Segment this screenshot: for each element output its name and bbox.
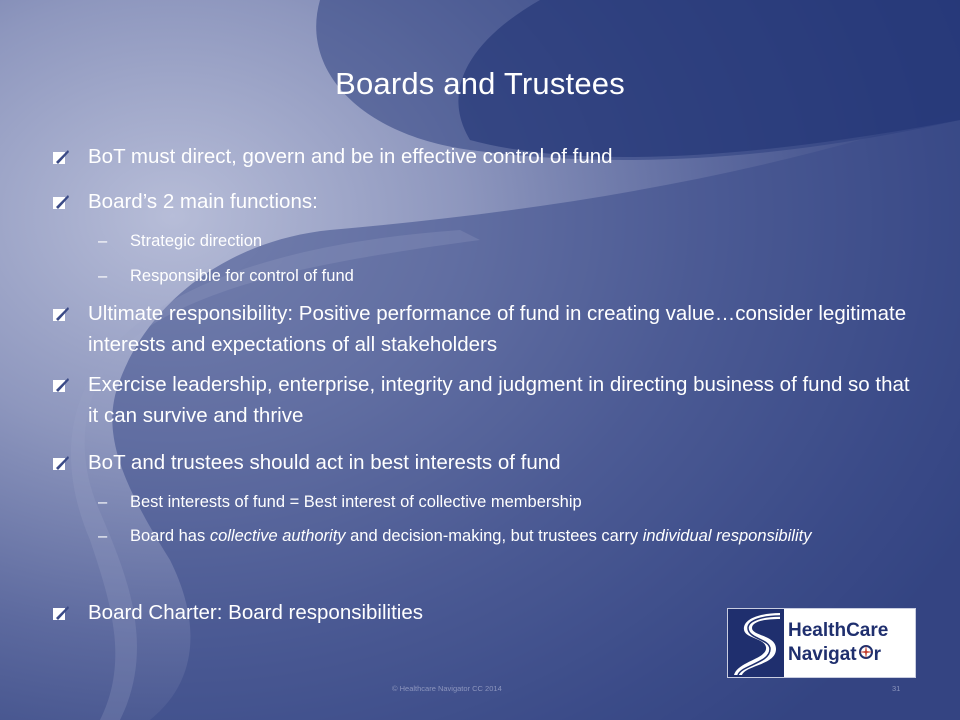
check-bullet-icon	[52, 186, 88, 217]
text-part: Board has	[130, 527, 210, 545]
dash-marker: –	[98, 527, 108, 545]
check-bullet-icon	[52, 298, 88, 329]
check-bullet-icon	[52, 447, 88, 478]
dash-marker: –	[98, 493, 108, 511]
dash-marker: –	[98, 232, 108, 250]
bullet-text: Exercise leadership, enterprise, integrity and judgment in directing business of fund so that it can survive and thrive	[88, 373, 910, 427]
bullet-item	[52, 186, 920, 217]
bullet-text: Board Charter: Board responsibilities	[88, 601, 423, 624]
sub-bullet-item	[98, 229, 918, 254]
bullet-item	[52, 447, 920, 478]
text-part: and decision-making, but trustees carry	[345, 527, 643, 545]
logo-line1: HealthCare	[788, 620, 889, 641]
check-bullet-icon	[52, 141, 88, 172]
check-bullet-icon	[52, 597, 88, 628]
healthcare-navigator-logo	[727, 608, 916, 678]
footer-copyright: © Healthcare Navigator CC 2014	[392, 684, 502, 693]
check-bullet-icon	[52, 369, 88, 400]
emphasis-text: collective authority	[209, 527, 346, 545]
bullet-item	[52, 369, 920, 431]
slide-title: Boards and Trustees	[335, 66, 625, 101]
logo-line2: Navigat	[788, 644, 857, 665]
sub-bullet-item	[98, 490, 918, 515]
bullet-text: Ultimate responsibility: Positive performance of fund in creating value…consider legitimate interests and expectations of all stakeholders	[88, 302, 907, 356]
bullet-item	[52, 298, 920, 360]
logo-line2-end: r	[873, 644, 882, 665]
emphasis-text: individual responsibility	[642, 527, 812, 545]
sub-bullet-item	[98, 264, 918, 289]
sub-bullet-text: Best interests of fund = Best interest of collective membership	[130, 493, 582, 511]
sub-bullet-item	[98, 524, 918, 549]
dash-marker: –	[98, 267, 108, 285]
sub-bullet-text: Responsible for control of fund	[130, 267, 354, 285]
compass-target-icon	[858, 643, 874, 667]
bullet-text: BoT must direct, govern and be in effective control of fund	[88, 145, 613, 168]
bullet-text: Board’s 2 main functions:	[88, 190, 318, 213]
bullet-text: BoT and trustees should act in best interests of fund	[88, 451, 561, 474]
slide-number: 31	[892, 684, 901, 693]
sub-bullet-text: Strategic direction	[130, 232, 263, 250]
bullet-item	[52, 141, 920, 172]
sub-bullet-text	[130, 524, 918, 549]
swoosh-road-icon	[728, 609, 784, 677]
